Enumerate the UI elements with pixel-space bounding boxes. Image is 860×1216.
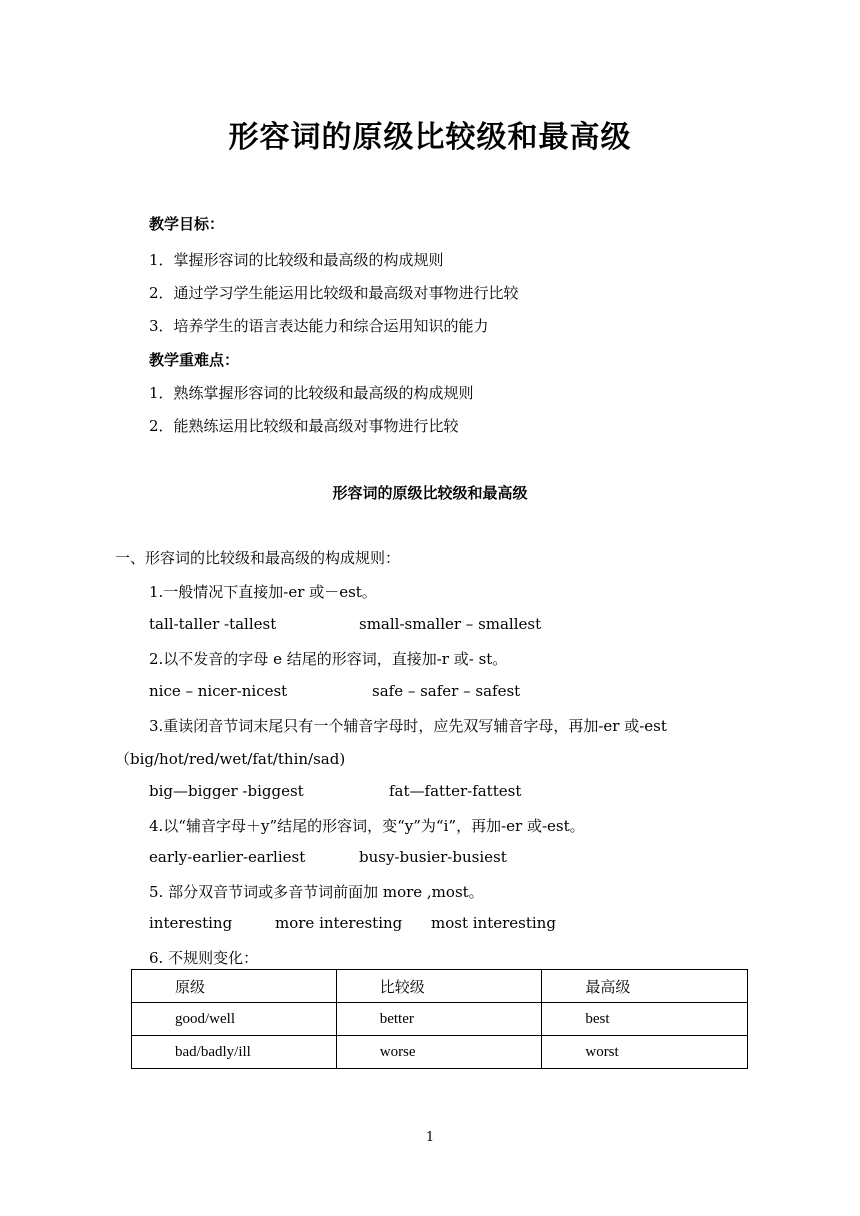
rule-1-example-b: small-smaller – smallest <box>359 615 542 633</box>
table-header-cell: 原级 <box>132 970 337 1003</box>
table-cell: worse <box>336 1036 542 1069</box>
table-row <box>132 1036 748 1069</box>
rule-5-example-a: interesting <box>149 914 233 932</box>
rule-5-example-c: most interesting <box>431 914 556 932</box>
rule-5-example-b: more interesting <box>275 914 403 932</box>
objectives-heading: 教学目标： <box>149 215 225 233</box>
rule-3-example-b: fat—fatter-fattest <box>389 782 522 800</box>
key-point-item: 2．能熟练运用比较级和最高级对事物进行比较 <box>149 417 459 435</box>
objective-item: 1．掌握形容词的比较级和最高级的构成规则 <box>149 251 444 269</box>
rule-4: 4.以“辅音字母＋y”结尾的形容词，变“y”为“i”，再加-er 或-est。 <box>149 817 585 835</box>
section-title: 形容词的原级比较级和最高级 <box>332 484 528 502</box>
irregular-forms-table <box>131 969 748 1069</box>
table-cell: worst <box>542 1036 748 1069</box>
rule-6: 6. 不规则变化： <box>149 949 259 967</box>
rule-3-example-a: big—bigger -biggest <box>149 782 304 800</box>
table-header-cell: 最高级 <box>542 970 748 1003</box>
key-points-heading: 教学重难点： <box>149 351 240 369</box>
objective-item: 3．培养学生的语言表达能力和综合运用知识的能力 <box>149 317 489 335</box>
rule-1: 1.一般情况下直接加-er 或－est。 <box>149 583 377 601</box>
table-cell: best <box>542 1003 748 1036</box>
document-title: 形容词的原级比较级和最高级 <box>228 120 632 155</box>
table-cell: bad/badly/ill <box>132 1036 337 1069</box>
rule-2: 2.以不发音的字母 e 结尾的形容词，直接加-r 或- st。 <box>149 650 508 668</box>
rule-3: 3.重读闭音节词末尾只有一个辅音字母时，应先双写辅音字母，再加-er 或-est <box>149 717 667 735</box>
table-cell: better <box>336 1003 542 1036</box>
rule-5: 5. 部分双音节词或多音节词前面加 more ,most。 <box>149 883 484 901</box>
table-header-row <box>132 970 748 1003</box>
table-cell: good/well <box>132 1003 337 1036</box>
rule-4-example-a: early-earlier-earliest <box>149 848 306 866</box>
table-header-cell: 比较级 <box>336 970 542 1003</box>
rule-2-example-a: nice – nicer-nicest <box>149 682 288 700</box>
rule-4-example-b: busy-busier-busiest <box>359 848 507 866</box>
part1-heading: 一、形容词的比较级和最高级的构成规则： <box>115 549 401 567</box>
objective-item: 2．通过学习学生能运用比较级和最高级对事物进行比较 <box>149 284 519 302</box>
table-row <box>132 1003 748 1036</box>
key-point-item: 1．熟练掌握形容词的比较级和最高级的构成规则 <box>149 384 474 402</box>
rule-3-continued: （big/hot/red/wet/fat/thin/sad) <box>115 750 346 768</box>
rule-1-example-a: tall-taller -tallest <box>149 615 277 633</box>
rule-2-example-b: safe – safer – safest <box>372 682 521 700</box>
page-number: 1 <box>425 1130 435 1145</box>
